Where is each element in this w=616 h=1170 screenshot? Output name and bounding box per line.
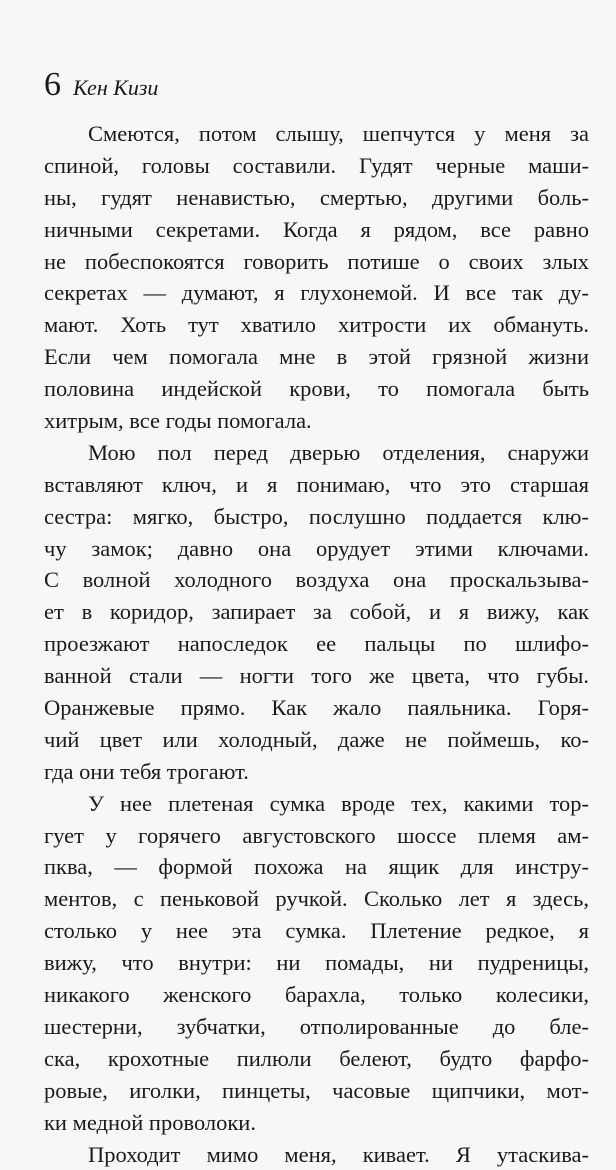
text-line: проезжают напоследок ее пальцы по шлифо- — [44, 628, 589, 660]
text-line: ска, крохотные пилюли белеют, будто фарфо- — [44, 1043, 589, 1075]
text-line: не побеспокоятся говорить потише о своих злых — [44, 246, 589, 278]
text-line: шестерни, зубчатки, отполированные до бле- — [44, 1011, 589, 1043]
body-text — [44, 118, 589, 1170]
text-line: Смеются, потом слышу, шепчутся у меня за — [44, 118, 589, 150]
text-line: мают. Хоть тут хватило хитрости их обмануть. — [44, 309, 589, 341]
text-line: половина индейской крови, то помогала быть — [44, 373, 589, 405]
text-line: вижу, что внутри: ни помады, ни пудреницы, — [44, 947, 589, 979]
text-line: ны, гудят ненавистью, смертью, другими боль- — [44, 182, 589, 214]
text-line: хитрым, все годы помогала. — [44, 405, 589, 437]
text-line: С волной холодного воздуха она проскальзыва- — [44, 564, 589, 596]
text-line: ванной стали — ногти того же цвета, что губы. — [44, 660, 589, 692]
text-line: чу замок; давно она орудует этими ключами. — [44, 533, 589, 565]
text-line: никакого женского барахла, только колесики, — [44, 979, 589, 1011]
text-line: Проходит мимо меня, кивает. Я утаскива- — [44, 1139, 589, 1170]
text-line: столько у нее эта сумка. Плетение редкое, я — [44, 915, 589, 947]
text-line: ки медной проволоки. — [44, 1107, 589, 1139]
text-line: гда они тебя трогают. — [44, 756, 589, 788]
text-line: чий цвет или холодный, даже не поймешь, ко- — [44, 724, 589, 756]
text-line: секретах — думают, я глухонемой. И все так ду- — [44, 277, 589, 309]
text-line: ментов, с пеньковой ручкой. Сколько лет я здесь, — [44, 883, 589, 915]
text-line: Оранжевые прямо. Как жало паяльника. Горя- — [44, 692, 589, 724]
running-head — [44, 68, 158, 108]
text-line: Мою пол перед дверью отделения, снаружи — [44, 437, 589, 469]
text-line: ровые, иголки, пинцеты, часовые щипчики, мот- — [44, 1075, 589, 1107]
page-number: 6 — [44, 68, 61, 102]
text-line: вставляют ключ, и я понимаю, что это старшая — [44, 469, 589, 501]
text-line: У нее плетеная сумка вроде тех, какими тор- — [44, 788, 589, 820]
text-line: пква, — формой похожа на ящик для инстру- — [44, 851, 589, 883]
text-line: сестра: мягко, быстро, послушно поддается клю- — [44, 501, 589, 533]
text-line: гует у горячего августовского шоссе племя ам- — [44, 820, 589, 852]
text-line: спиной, головы составили. Гудят черные маши- — [44, 150, 589, 182]
text-line: ет в коридор, запирает за собой, и я вижу, как — [44, 596, 589, 628]
text-line: Если чем помогала мне в этой грязной жизни — [44, 341, 589, 373]
text-line: ничными секретами. Когда я рядом, все равно — [44, 214, 589, 246]
running-head-author: Кен Кизи — [73, 75, 158, 101]
